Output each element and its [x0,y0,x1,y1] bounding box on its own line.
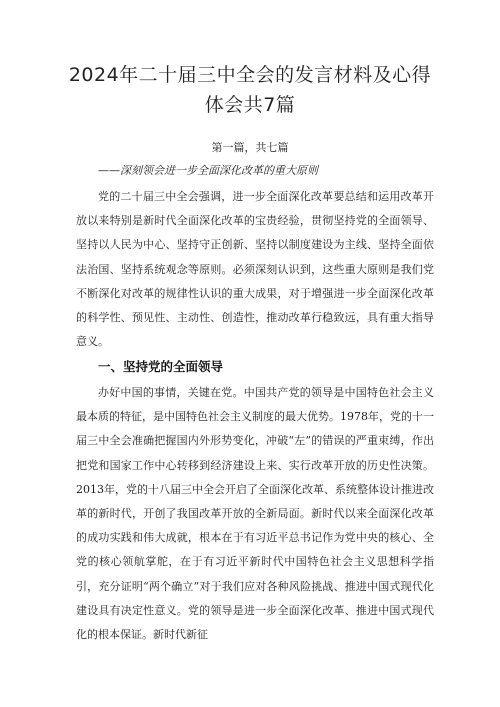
title-line-1: 2024年二十届三中全会的发言材料及心得 [68,64,432,86]
article-subtitle: ——深刻领会进一步全面深化改革的重大原则 [98,164,318,177]
section-heading: 一、坚持党的全面领导 [98,359,224,374]
chapter-label: 第一篇，共七篇 [211,141,289,154]
document-title [60,60,440,120]
paragraph-section-1: 办好中国的事情，关键在党。中国共产党的领导是中国特色社会主义最本质的特征，是中国特色社会主义制度的最大优势。1978年，党的十一届三中全会准确把握国内外形势变化，冲破“左”的错误的严重束缚，作出把党和国家工作中心转移到经济建设上来、实行改革开放的历史性决策。2013年，党的十八届三中全会开启了全面深化改革、系统整体设计推进改革的新时代，开创了我国改革开放的全新局面。新时代以来全面深化改革的成功实践和伟大成就，根本在于有习近平总书记作为党中央的核心、全党的核心领航掌舵，在于有习近平新时代中国特色社会主义思想科学指引，充分证明“两个确立”对于我们应对各种风险挑战、推进中国式现代化建设具有决定性意义。党的领导是进一步全面深化改革、推进中国式现代化的根本保证。新时代新征 [76,386,434,642]
paragraph-intro: 党的二十届三中全会强调，进一步全面深化改革要总结和运用改革开放以来特别是新时代全面深化改革的宝贵经验，贯彻坚持党的全面领导、坚持以人民为中心、坚持守正创新、坚持以制度建设为主线、坚持全面依法治国、坚持系统观念等原则。必须深刻认识到，这些重大原则是我们党不断深化对改革的规律性认识的重大成果，对于增强进一步全面深化改革的科学性、预见性、主动性、创造性，推动改革行稳致远，具有重大指导意义。 [76,190,434,349]
title-line-2: 体会共7篇 [204,94,296,116]
